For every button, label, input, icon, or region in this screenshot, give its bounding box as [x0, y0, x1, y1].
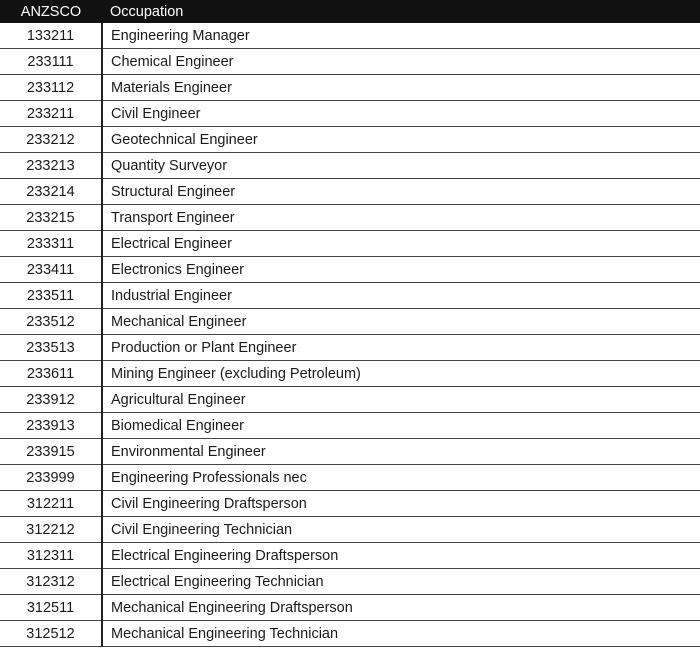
- anzsco-code-cell: 233112: [0, 75, 102, 101]
- occupation-name-cell: Agricultural Engineer: [102, 387, 700, 413]
- occupation-name-cell: Environmental Engineer: [102, 439, 700, 465]
- occupation-name-cell: Electrical Engineering Draftsperson: [102, 543, 700, 569]
- table-row: [0, 387, 700, 413]
- anzsco-code-cell: 233111: [0, 49, 102, 75]
- table-header: [0, 0, 700, 23]
- occupation-name-cell: Electronics Engineer: [102, 257, 700, 283]
- anzsco-code-cell: 233999: [0, 465, 102, 491]
- header-anzsco: ANZSCO: [0, 0, 102, 23]
- anzsco-code-cell: 233512: [0, 309, 102, 335]
- occupation-name-cell: Geotechnical Engineer: [102, 127, 700, 153]
- occupation-name-cell: Structural Engineer: [102, 179, 700, 205]
- table-row: [0, 413, 700, 439]
- anzsco-code-cell: 312511: [0, 595, 102, 621]
- occupation-name-cell: Production or Plant Engineer: [102, 335, 700, 361]
- occupation-name-cell: Mining Engineer (excluding Petroleum): [102, 361, 700, 387]
- occupation-name-cell: Mechanical Engineering Technician: [102, 621, 700, 647]
- occupation-name-cell: Materials Engineer: [102, 75, 700, 101]
- table-row: [0, 153, 700, 179]
- table-row: [0, 283, 700, 309]
- occupation-name-cell: Transport Engineer: [102, 205, 700, 231]
- anzsco-code-cell: 133211: [0, 23, 102, 49]
- anzsco-code-cell: 233611: [0, 361, 102, 387]
- anzsco-code-cell: 233913: [0, 413, 102, 439]
- table-row: [0, 179, 700, 205]
- anzsco-code-cell: 233915: [0, 439, 102, 465]
- occupation-name-cell: Mechanical Engineer: [102, 309, 700, 335]
- occupation-name-cell: Industrial Engineer: [102, 283, 700, 309]
- table-row: [0, 231, 700, 257]
- table-row: [0, 569, 700, 595]
- anzsco-code-cell: 312311: [0, 543, 102, 569]
- table-row: [0, 517, 700, 543]
- table-row: [0, 75, 700, 101]
- anzsco-code-cell: 233212: [0, 127, 102, 153]
- table-row: [0, 23, 700, 49]
- occupation-name-cell: Engineering Professionals nec: [102, 465, 700, 491]
- anzsco-code-cell: 233912: [0, 387, 102, 413]
- anzsco-code-cell: 312312: [0, 569, 102, 595]
- anzsco-code-cell: 233511: [0, 283, 102, 309]
- occupation-name-cell: Civil Engineer: [102, 101, 700, 127]
- anzsco-code-cell: 233213: [0, 153, 102, 179]
- table-row: [0, 543, 700, 569]
- table-row: [0, 257, 700, 283]
- table-row: [0, 595, 700, 621]
- table-row: [0, 127, 700, 153]
- anzsco-code-cell: 233215: [0, 205, 102, 231]
- occupation-name-cell: Electrical Engineer: [102, 231, 700, 257]
- occupation-name-cell: Civil Engineering Draftsperson: [102, 491, 700, 517]
- table-row: [0, 309, 700, 335]
- anzsco-code-cell: 312212: [0, 517, 102, 543]
- table-row: [0, 465, 700, 491]
- table-row: [0, 101, 700, 127]
- anzsco-code-cell: 233211: [0, 101, 102, 127]
- anzsco-code-cell: 233311: [0, 231, 102, 257]
- header-row: [0, 0, 700, 23]
- anzsco-code-cell: 312512: [0, 621, 102, 647]
- occupation-name-cell: Quantity Surveyor: [102, 153, 700, 179]
- table-body: [0, 23, 700, 647]
- table-row: [0, 205, 700, 231]
- occupation-name-cell: Mechanical Engineering Draftsperson: [102, 595, 700, 621]
- anzsco-code-cell: 233411: [0, 257, 102, 283]
- occupation-name-cell: Civil Engineering Technician: [102, 517, 700, 543]
- table-row: [0, 491, 700, 517]
- occupation-name-cell: Biomedical Engineer: [102, 413, 700, 439]
- table-row: [0, 621, 700, 647]
- table-row: [0, 361, 700, 387]
- table-row: [0, 335, 700, 361]
- occupation-name-cell: Electrical Engineering Technician: [102, 569, 700, 595]
- anzsco-code-cell: 233214: [0, 179, 102, 205]
- header-occupation: Occupation: [102, 0, 700, 23]
- anzsco-code-cell: 312211: [0, 491, 102, 517]
- table-row: [0, 439, 700, 465]
- occupation-name-cell: Chemical Engineer: [102, 49, 700, 75]
- table-row: [0, 49, 700, 75]
- occupation-name-cell: Engineering Manager: [102, 23, 700, 49]
- anzsco-code-cell: 233513: [0, 335, 102, 361]
